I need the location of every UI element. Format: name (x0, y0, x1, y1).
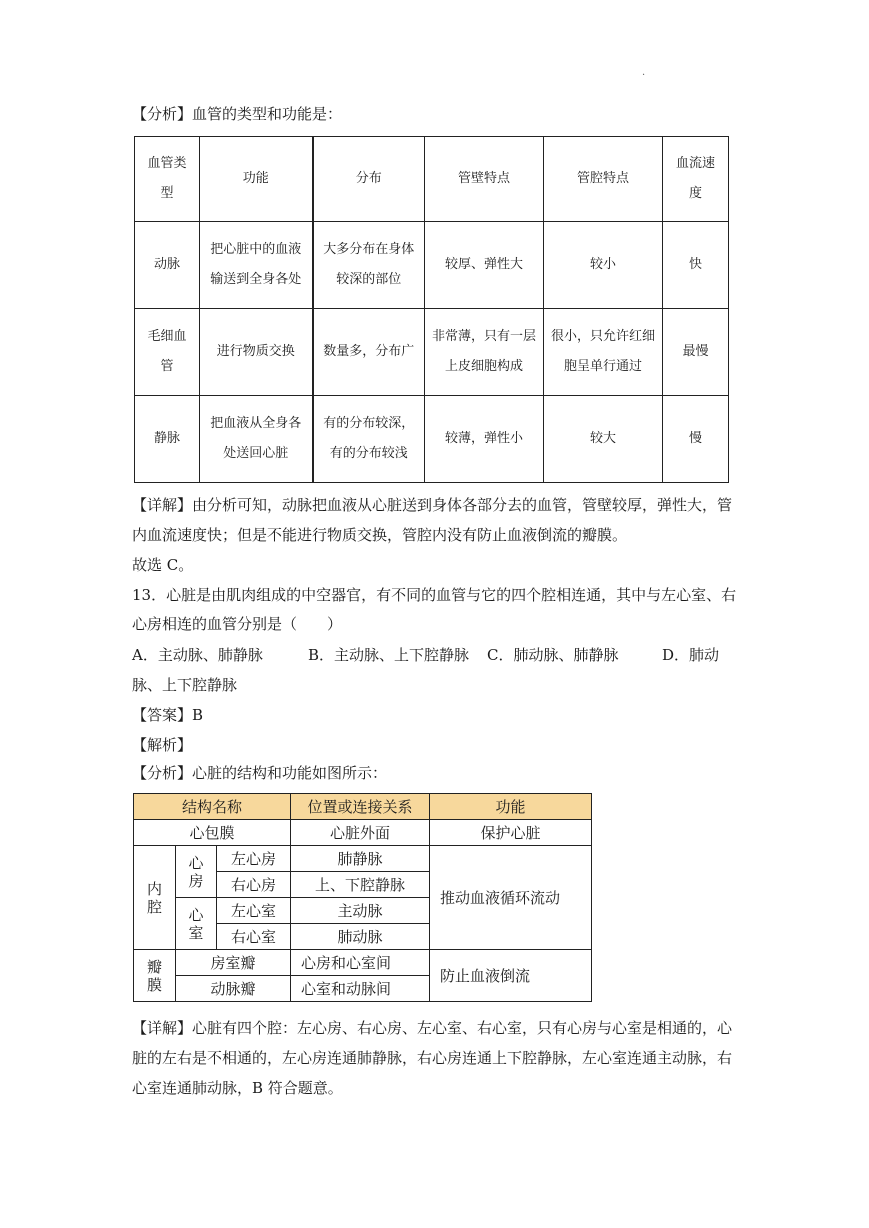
table-cell: 较大 (544, 396, 663, 483)
table-cell: 房室瓣 (176, 950, 291, 976)
table-cell: 肺动脉 (291, 924, 430, 950)
table-cell: 心脏外面 (291, 820, 430, 846)
table-row (135, 309, 729, 396)
table-row (135, 222, 729, 309)
explanation-heading: 【解析】 (132, 736, 193, 754)
analysis-heading-2: 【分析】心脏的结构和功能如图所示： (132, 764, 388, 782)
question-13-line: 心房相连的血管分别是（ ） (132, 615, 343, 633)
detail-line: 内血流速度快；但是不能进行物质交换，管腔内没有防止血液倒流的瓣膜。 (132, 526, 628, 544)
table-cell: 有的分布较深， 有的分布较浅 (313, 396, 425, 483)
table-cell: 左心室 (217, 898, 291, 924)
table-cell: 慢 (663, 396, 729, 483)
table-cell: 动脉瓣 (176, 976, 291, 1002)
header-cell: 结构名称 (134, 794, 291, 820)
option-a: A．主动脉、肺静脉 (132, 646, 263, 664)
previous-answer: 故选 C。 (132, 556, 194, 574)
option-d-continued: 脉、上下腔静脉 (132, 676, 238, 694)
table-cell: 最慢 (663, 309, 729, 396)
table-cell: 静脉 (135, 396, 200, 483)
table-header-row (135, 137, 729, 222)
table-cell: 快 (663, 222, 729, 309)
detail-line: 【详解】由分析可知，动脉把血液从心脏送到身体各部分去的血管，管壁较厚，弹性大，管 (132, 496, 733, 514)
table-cell: 非常薄，只有一层 上皮细胞构成 (425, 309, 544, 396)
blood-vessel-table (134, 136, 729, 483)
option-b: B．主动脉、上下腔静脉 (308, 646, 470, 664)
table-cell: 心室和动脉间 (291, 976, 430, 1002)
table-cell: 心 室 (176, 898, 217, 950)
table-cell: 较小 (544, 222, 663, 309)
detail-line: 【详解】心脏有四个腔：左心房、右心房、左心室、右心室，只有心房与心室是相通的，心 (132, 1019, 733, 1037)
table-cell: 心包膜 (134, 820, 291, 846)
table-cell: 右心室 (217, 924, 291, 950)
table-cell: 把心脏中的血液 输送到全身各处 (200, 222, 313, 309)
table-cell: 动脉 (135, 222, 200, 309)
table-cell: 大多分布在身体 较深的部位 (313, 222, 425, 309)
table-row (134, 950, 592, 976)
table-cell: 进行物质交换 (200, 309, 313, 396)
table-cell: 心房和心室间 (291, 950, 430, 976)
analysis-heading-1: 【分析】血管的类型和功能是： (132, 105, 343, 123)
option-c: C．肺动脉、肺静脉 (487, 646, 619, 664)
table-cell: 数量多，分布广 (313, 309, 425, 396)
table-cell: 心 房 (176, 846, 217, 898)
table-cell: 防止血液倒流 (430, 950, 592, 1002)
table-row (135, 396, 729, 483)
table-cell: 肺静脉 (291, 846, 430, 872)
header-cell: 功能 (430, 794, 592, 820)
header-cell: 位置或连接关系 (291, 794, 430, 820)
option-d: D．肺动 (662, 646, 720, 664)
header-cell: 管腔特点 (544, 137, 663, 222)
table-cell: 左心房 (217, 846, 291, 872)
table-cell: 较厚、弹性大 (425, 222, 544, 309)
header-cell: 血管类 型 (135, 137, 200, 222)
header-cell: 功能 (200, 137, 313, 222)
table-cell: 右心房 (217, 872, 291, 898)
table-cell: 保护心脏 (430, 820, 592, 846)
table-cell: 上、下腔静脉 (291, 872, 430, 898)
detail-line: 脏的左右是不相通的，左心房连通肺静脉，右心房连通上下腔静脉，左心室连通主动脉，右 (132, 1049, 733, 1067)
header-cell: 分布 (313, 137, 425, 222)
table-cell: 瓣 膜 (134, 950, 176, 1002)
table-row (134, 846, 592, 872)
table-cell: 较薄，弹性小 (425, 396, 544, 483)
question-13-line: 13．心脏是由肌肉组成的中空器官，有不同的血管与它的四个腔相连通，其中与左心室、右 (132, 586, 737, 604)
detail-line: 心室连通肺动脉，B 符合题意。 (132, 1079, 343, 1097)
header-cell: 管壁特点 (425, 137, 544, 222)
table-cell: 很小，只允许红细 胞呈单行通过 (544, 309, 663, 396)
table-cell: 推动血液循环流动 (430, 846, 592, 950)
table-header-row (134, 794, 592, 820)
table-cell: 把血液从全身各 处送回心脏 (200, 396, 313, 483)
answer-13: 【答案】B (132, 706, 204, 724)
page-mark: · (642, 70, 646, 81)
table-cell: 主动脉 (291, 898, 430, 924)
table-row (134, 820, 592, 846)
table-cell: 毛细血 管 (135, 309, 200, 396)
heart-structure-table (133, 793, 592, 1002)
table-cell: 内 腔 (134, 846, 176, 950)
header-cell: 血流速 度 (663, 137, 729, 222)
